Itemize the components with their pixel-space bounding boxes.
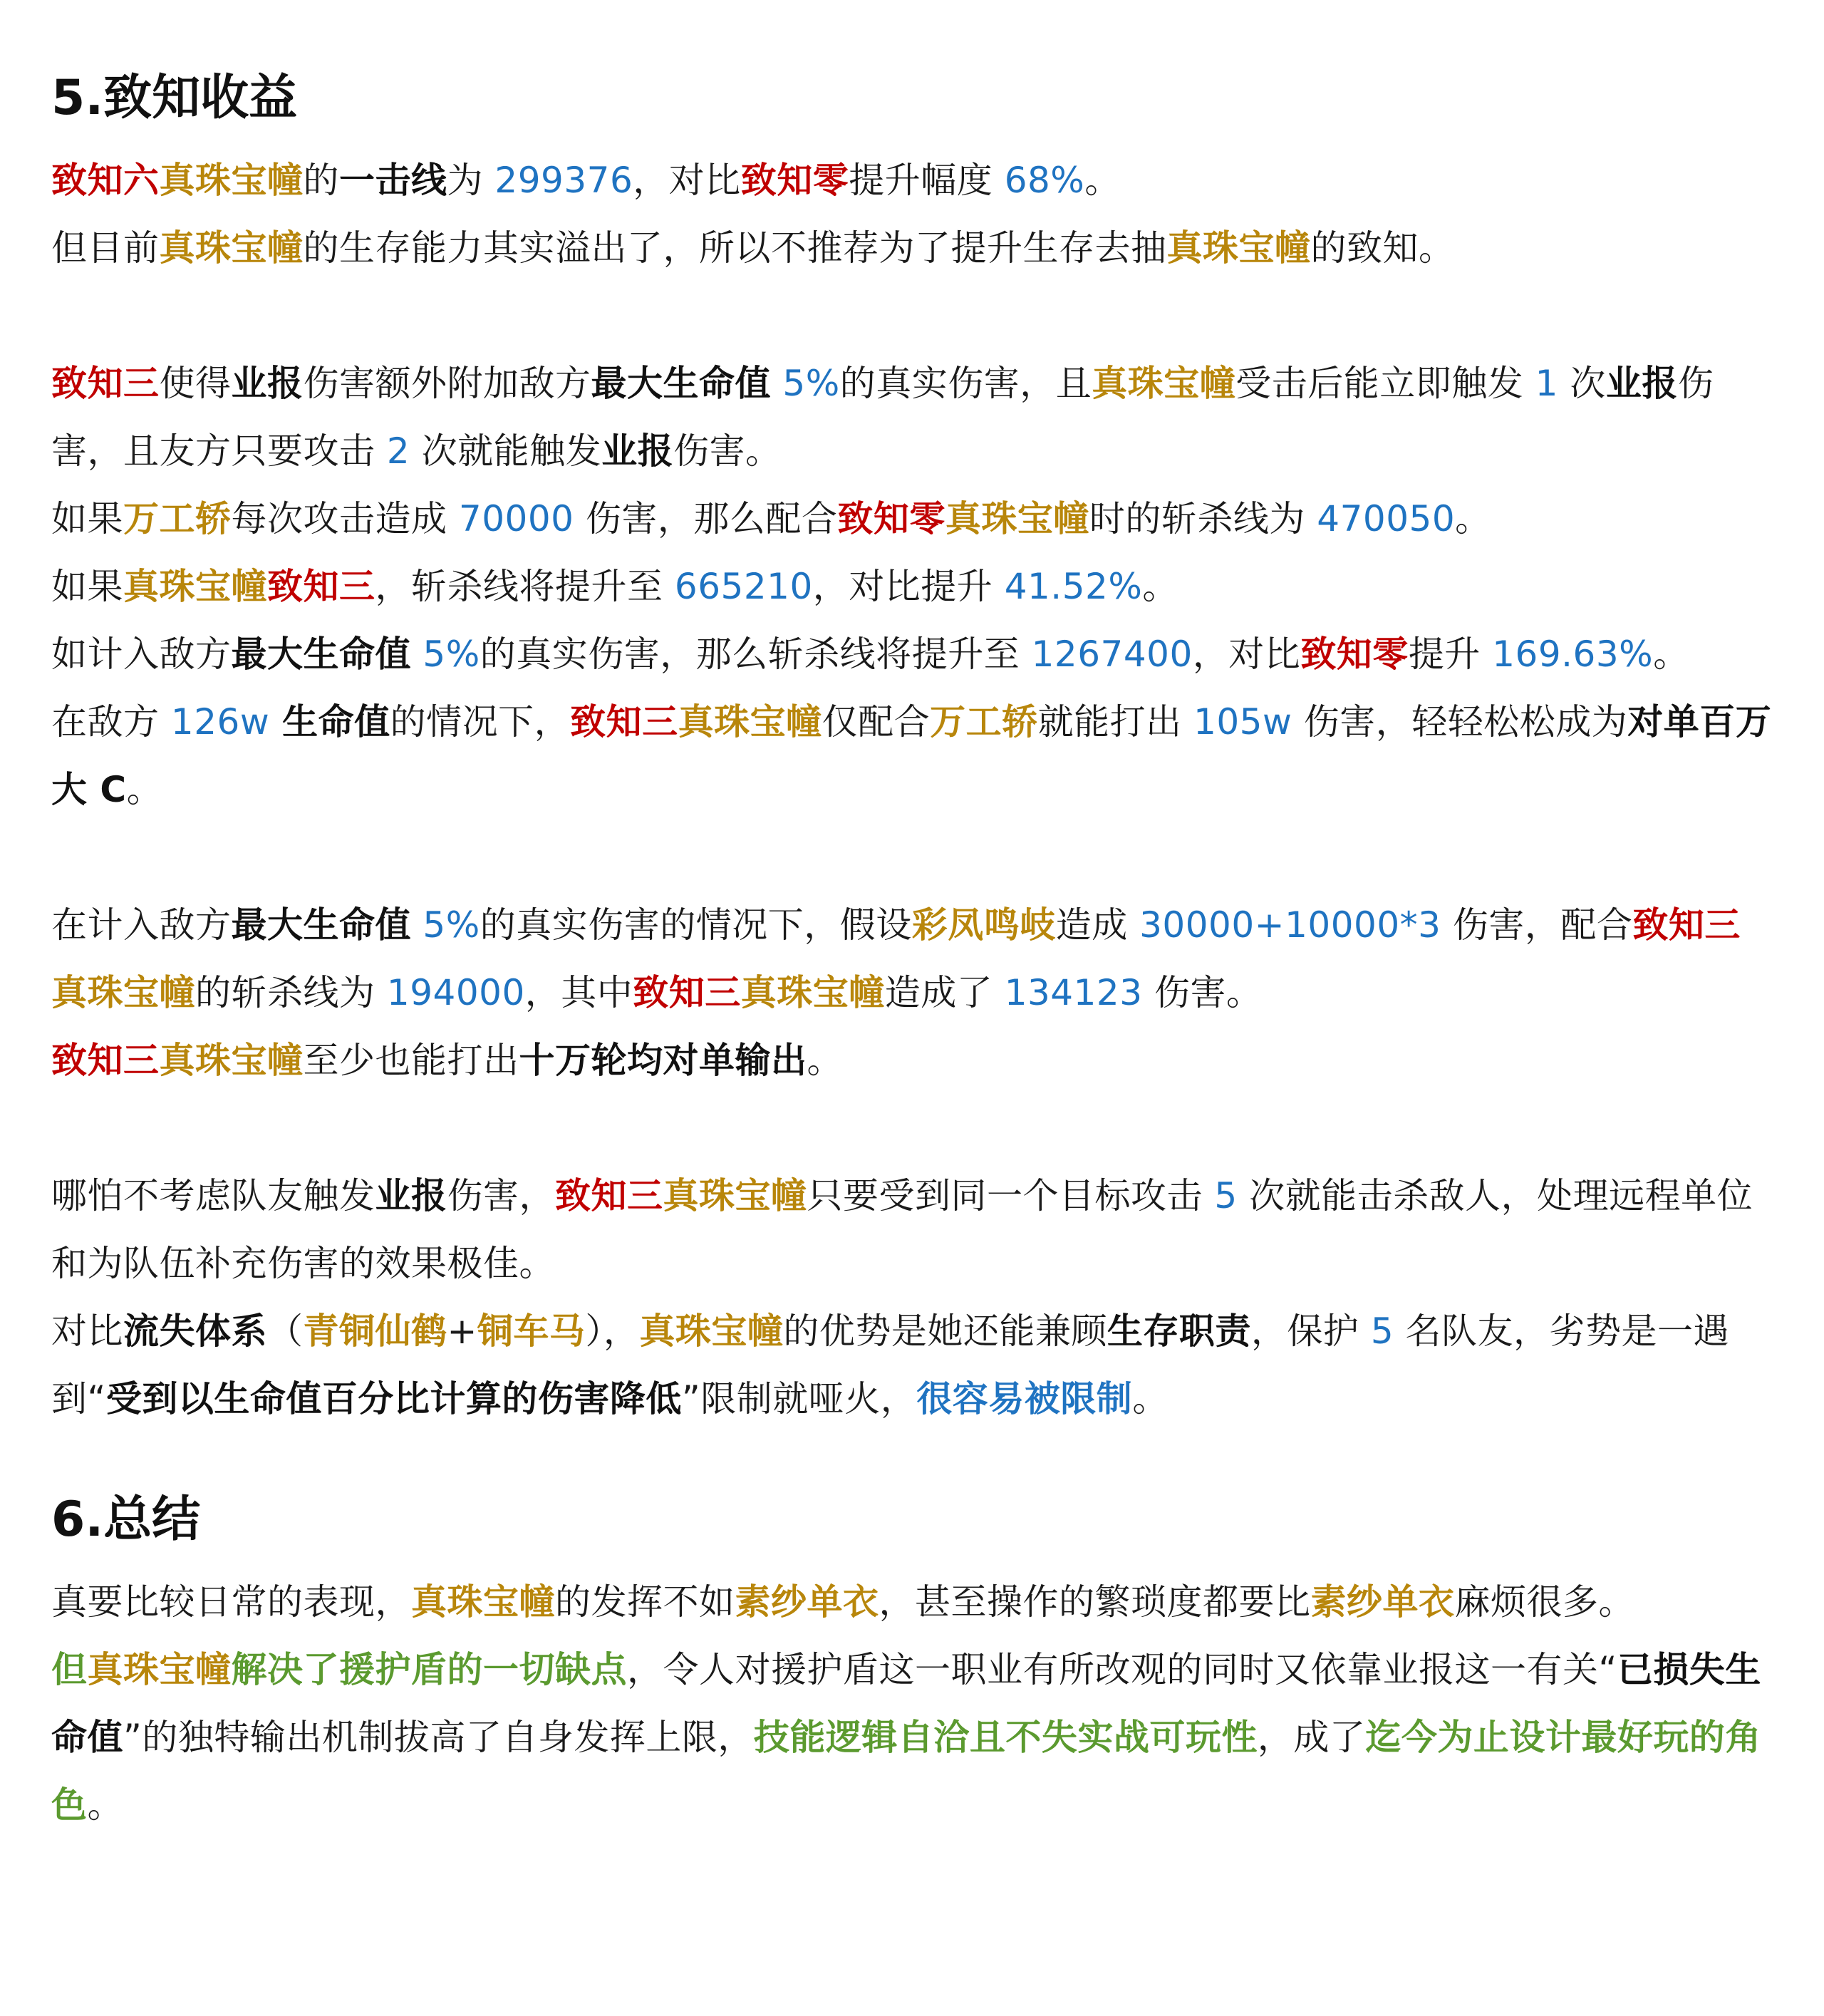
text: 就能打出: [1037, 701, 1194, 743]
text: ，甚至操作的繁琐度都要比: [879, 1581, 1311, 1623]
term-yebao: 业报: [601, 430, 674, 472]
text: ，对比: [1192, 634, 1301, 675]
text: ，令人对援护盾这一职业有所改观的同时又依靠业报这一有关“: [627, 1649, 1617, 1690]
text: 次就能击杀敌人，处理远程单位和为队伍补充伤害的效果极佳。: [51, 1175, 1753, 1284]
text: ，成了: [1257, 1717, 1366, 1758]
spacer: [51, 1095, 1773, 1162]
text: 提升: [1408, 634, 1493, 675]
paragraph-6-1: [51, 1568, 1773, 1636]
number-value: 665210: [674, 566, 813, 607]
number-value: 41.52%: [1004, 566, 1143, 607]
text: 。: [126, 769, 163, 810]
term-zhizhi-0: 致知零: [837, 498, 945, 539]
text: 。: [1142, 566, 1178, 607]
number-value: 5%: [771, 363, 840, 404]
term-zhizhi-6: 致知六: [51, 160, 160, 201]
term-qingtong-xianhe: 青铜仙鹤: [303, 1311, 447, 1352]
spacer: [51, 1433, 1773, 1484]
term-zhizhi-0: 致知零: [740, 160, 849, 201]
text: 至少也能打出: [303, 1040, 519, 1081]
paragraph-6-2: [51, 1636, 1773, 1839]
text: 。: [87, 1784, 123, 1826]
number-value: 70000: [458, 498, 574, 539]
term-zhenzhu-baochuang: 真珠宝幢: [740, 972, 885, 1013]
term-zhenzhu-baochuang: 真珠宝幢: [159, 160, 304, 201]
text: 的真实伤害，那么斩杀线将提升至: [480, 634, 1032, 675]
spacer: [51, 282, 1773, 350]
term-zhizhi-3: 致知三: [555, 1175, 663, 1216]
section-6-title: 6.总结: [51, 1492, 201, 1548]
number-value: 5: [1214, 1175, 1238, 1216]
text: 伤害。: [1142, 972, 1263, 1013]
paragraph-5-5: [51, 553, 1773, 621]
text: 。: [807, 1040, 843, 1081]
paragraph-5-6: [51, 621, 1773, 688]
paragraph-5-4: [51, 485, 1773, 553]
term-survival-duty: 生存职责: [1107, 1311, 1251, 1352]
text: 次就能触发: [410, 430, 602, 472]
text: 的斩杀线为: [195, 972, 387, 1013]
text: 的致知。: [1310, 227, 1455, 269]
term-zhenzhu-baochuang: 真珠宝幢: [663, 1175, 807, 1216]
text: 每次攻击造成: [231, 498, 459, 539]
term-million-carry: 对单百万大 C: [51, 701, 1772, 810]
text: 伤害，配合: [1441, 904, 1633, 946]
term-wangongjiao: 万工轿: [123, 498, 232, 539]
text: 如果: [51, 498, 123, 539]
spacer: [51, 824, 1773, 891]
section-5-title: 5.致知收益: [51, 70, 298, 126]
text: 仅配合: [822, 701, 931, 743]
text: ，保护: [1250, 1311, 1371, 1352]
term-zhenzhu-baochuang: 真珠宝幢: [123, 566, 267, 607]
term-tongchema: 铜车马: [477, 1311, 586, 1352]
text: 真要比较日常的表现，: [51, 1581, 411, 1623]
highlight-green: 解决了援护盾的一切缺点: [231, 1649, 627, 1690]
term-caifeng-mingqi: 彩凤鸣岐: [911, 904, 1056, 946]
term-zhizhi-3: 致知三: [267, 566, 375, 607]
text: 次: [1558, 363, 1606, 404]
term-zhenzhu-baochuang: 真珠宝幢: [1092, 363, 1236, 404]
text: 如果: [51, 566, 123, 607]
paragraph-5-1: [51, 147, 1773, 214]
number-value: 134123: [1004, 972, 1143, 1013]
text: 时的斩杀线为: [1089, 498, 1317, 539]
text: 如计入敌方: [51, 634, 232, 675]
term-zhizhi-3: 致知三: [51, 363, 160, 404]
text: +: [447, 1311, 477, 1352]
term-one-hit-line: 一击线: [339, 160, 447, 201]
text: 伤害，那么配合: [574, 498, 838, 539]
term-max-hp: 最大生命值: [231, 904, 411, 946]
number-value: 1267400: [1031, 634, 1193, 675]
paragraph-5-11: [51, 1298, 1773, 1433]
text: 提升幅度: [849, 160, 1005, 201]
number-value: 5%: [411, 904, 480, 946]
number-value: 299376: [494, 160, 633, 201]
term-damage-reduction: 受到以生命值百分比计算的伤害降低: [105, 1378, 682, 1420]
text: 的生存能力其实溢出了，所以不推荐为了提升生存去抽: [303, 227, 1167, 269]
text: （: [267, 1311, 304, 1352]
term-zhenzhu-baochuang: 真珠宝幢: [87, 1649, 232, 1690]
text: ，斩杀线将提升至: [375, 566, 675, 607]
text: 为: [447, 160, 495, 201]
paragraph-5-7: [51, 688, 1773, 824]
term-zhenzhu-baochuang: 真珠宝幢: [51, 972, 195, 1013]
text: 的发挥不如: [555, 1581, 735, 1623]
paragraph-5-10: [51, 1162, 1773, 1298]
text: 的: [303, 160, 339, 201]
text: 哪怕不考虑队友触发: [51, 1175, 375, 1216]
number-value: 2: [386, 430, 410, 472]
term-lost-hp: 已损失生命值: [51, 1649, 1761, 1758]
highlight-green: 但: [51, 1649, 88, 1690]
paragraph-5-9: [51, 1027, 1773, 1095]
number-value: 470050: [1317, 498, 1456, 539]
term-easily-limited: 很容易被限制: [916, 1378, 1133, 1420]
term-zhizhi-3: 致知三: [570, 701, 678, 743]
text: 的情况下，: [390, 701, 571, 743]
term-yebao: 业报: [375, 1175, 447, 1216]
text: ，对比: [633, 160, 741, 201]
term-max-hp: 最大生命值: [231, 634, 411, 675]
text: 。: [1653, 634, 1689, 675]
term-max-hp: 最大生命值: [591, 363, 771, 404]
highlight-green: 技能逻辑自洽且不失实战可玩性: [753, 1717, 1258, 1758]
text: 对比: [51, 1311, 123, 1352]
paragraph-5-8: [51, 891, 1773, 1027]
text: 使得: [159, 363, 232, 404]
text: ，对比提升: [812, 566, 1005, 607]
text: 伤害。: [673, 430, 782, 472]
text: 名队友，劣势是一遇到“: [51, 1311, 1730, 1420]
term-zhizhi-0: 致知零: [1300, 634, 1409, 675]
term-zhenzhu-baochuang: 真珠宝幢: [639, 1311, 784, 1352]
text: ，其中: [524, 972, 633, 1013]
term-liushi-system: 流失体系: [123, 1311, 267, 1352]
number-value: 30000+10000*3: [1139, 904, 1441, 946]
text: ），: [585, 1311, 640, 1352]
text: 造成: [1055, 904, 1140, 946]
text: 。: [1132, 1378, 1168, 1420]
text: 麻烦很多。: [1454, 1581, 1634, 1623]
number-value: 68%: [1004, 160, 1085, 201]
text: 只要受到同一个目标攻击: [807, 1175, 1215, 1216]
term-yebao: 业报: [1605, 363, 1678, 404]
text: 。: [1455, 498, 1491, 539]
term-zhizhi-3: 致知三: [1632, 904, 1741, 946]
text: 伤害，轻轻松松成为: [1292, 701, 1628, 743]
number-value: 194000: [386, 972, 525, 1013]
text: 的优势是她还能兼顾: [783, 1311, 1107, 1352]
term-zhenzhu-baochuang: 真珠宝幢: [159, 227, 304, 269]
term-wangongjiao: 万工轿: [930, 701, 1038, 743]
text: 受击后能立即触发: [1235, 363, 1535, 404]
term-zhenzhu-baochuang: 真珠宝幢: [411, 1581, 555, 1623]
text: 的真实伤害，且: [839, 363, 1092, 404]
number-value: 169.63%: [1492, 634, 1654, 675]
term-susha-danyi: 素纱单衣: [1310, 1581, 1455, 1623]
text: 伤害，且友方只要攻击: [51, 363, 1714, 472]
term-zhenzhu-baochuang: 真珠宝幢: [945, 498, 1089, 539]
text: 的真实伤害的情况下，假设: [480, 904, 912, 946]
paragraph-5-2: [51, 214, 1773, 282]
number-value: 105w: [1193, 701, 1292, 743]
text: 。: [1084, 160, 1121, 201]
text: ”限制就哑火，: [681, 1378, 917, 1420]
term-zhenzhu-baochuang: 真珠宝幢: [1166, 227, 1311, 269]
highlight-green: 迄今为止设计最好玩的角色: [51, 1717, 1761, 1826]
text: 在计入敌方: [51, 904, 232, 946]
text: 造成了: [884, 972, 1005, 1013]
term-yebao: 业报: [231, 363, 304, 404]
text: 在敌方: [51, 701, 171, 743]
term-zhizhi-3: 致知三: [51, 1040, 160, 1081]
term-zhizhi-3: 致知三: [633, 972, 741, 1013]
text: ”的独特输出机制拔高了自身发挥上限，: [123, 1717, 754, 1758]
text: 但目前: [51, 227, 160, 269]
term-damage-output: 十万轮均对单输出: [519, 1040, 807, 1081]
term-zhenzhu-baochuang: 真珠宝幢: [159, 1040, 304, 1081]
number-value: 5: [1370, 1311, 1394, 1352]
term-susha-danyi: 素纱单衣: [735, 1581, 879, 1623]
text: 伤害，: [447, 1175, 555, 1216]
number-value: 1: [1535, 363, 1558, 404]
number-value: 5%: [411, 634, 480, 675]
number-value: 126w: [170, 701, 270, 743]
term-zhenzhu-baochuang: 真珠宝幢: [678, 701, 822, 743]
term-hp: 生命值: [269, 701, 390, 743]
paragraph-5-3: [51, 350, 1773, 485]
text: 伤害额外附加敌方: [303, 363, 591, 404]
